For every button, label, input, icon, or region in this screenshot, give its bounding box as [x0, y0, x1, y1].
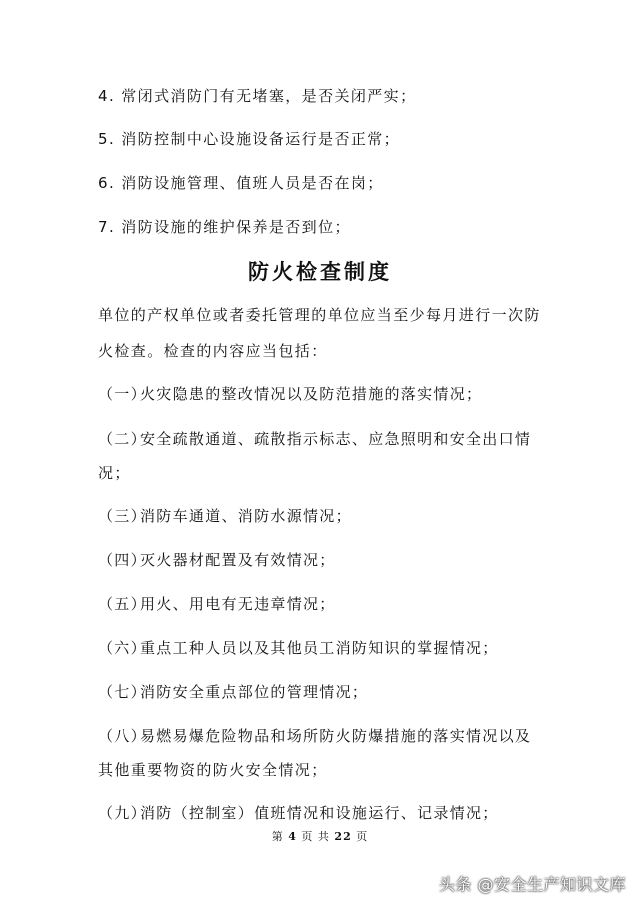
inspection-item-8	[98, 726, 531, 746]
item-text: 灭火器材配置及有效情况；	[140, 551, 336, 569]
inspection-item-3	[98, 506, 352, 526]
inspection-item-2-cont: 况；	[98, 464, 131, 482]
inspection-item-1	[98, 384, 482, 404]
item-number: （八）	[98, 727, 147, 745]
checklist-item-7: 7. 消防设施的维护保养是否到位；	[98, 218, 351, 236]
inspection-item-7	[98, 682, 368, 702]
item-number: （九）	[98, 804, 147, 822]
section-title: 防火检查制度	[248, 260, 392, 284]
footer-suffix: 页	[356, 830, 369, 843]
item-number: （五）	[98, 595, 147, 613]
page-footer	[0, 828, 640, 844]
item-number: （七）	[98, 683, 147, 701]
inspection-item-6	[98, 638, 499, 658]
intro-line-1: 单位的产权单位或者委托管理的单位应当至少每月进行一次防	[98, 306, 541, 324]
item-number: （四）	[98, 551, 147, 569]
item-text: 易燃易爆危险物品和场所防火防爆措施的落实情况以及	[140, 727, 532, 745]
item-number: （一）	[98, 385, 147, 403]
inspection-item-2	[98, 429, 531, 449]
inspection-item-9	[98, 803, 499, 823]
inspection-item-8-cont: 其他重要物资的防火安全情况；	[98, 761, 328, 779]
item-text: 火灾隐患的整改情况以及防范措施的落实情况；	[140, 385, 483, 403]
item-text: 消防（控制室）值班情况和设施运行、记录情况；	[140, 804, 499, 822]
item-text: 重点工种人员以及其他员工消防知识的掌握情况；	[140, 639, 499, 657]
item-text: 消防车通道、消防水源情况；	[140, 507, 352, 525]
item-text: 消防安全重点部位的管理情况；	[140, 683, 369, 701]
watermark: 头条 @安全生产知识文库	[438, 875, 626, 894]
checklist-item-5: 5. 消防控制中心设施设备运行是否正常；	[98, 130, 401, 148]
item-text: 安全疏散通道、疏散指示标志、应急照明和安全出口情	[140, 430, 532, 448]
footer-middle: 页 共	[301, 830, 330, 843]
item-number: （六）	[98, 639, 147, 657]
intro-line-2: 火检查。检查的内容应当包括：	[98, 342, 328, 360]
page-total: 22	[334, 830, 352, 843]
item-number: （二）	[98, 430, 147, 448]
item-text: 用火、用电有无违章情况；	[140, 595, 336, 613]
checklist-item-4: 4. 常闭式消防门有无堵塞，是否关闭严实；	[98, 87, 417, 105]
page-number: 4	[288, 830, 297, 843]
inspection-item-5	[98, 594, 336, 614]
checklist-item-6: 6. 消防设施管理、值班人员是否在岗；	[98, 174, 384, 192]
footer-prefix: 第	[271, 830, 284, 843]
inspection-item-4	[98, 550, 336, 570]
item-number: （三）	[98, 507, 147, 525]
